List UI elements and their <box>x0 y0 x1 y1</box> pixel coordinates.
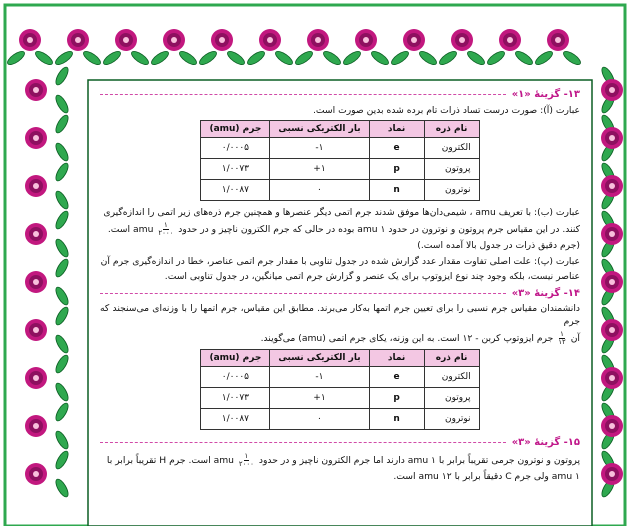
fraction: $\frac{۱}{۲۰۰۰}$ <box>238 451 254 468</box>
q14-paragraph-1: دانشمندان مقیاس جرم نسبی را برای تعیین جرم اتمها به‌کار می‌برند. مطابق این مقیاس، جرم اتمها را با وزنه‌ای می‌سنجند که جرم <box>100 303 580 327</box>
header-divider <box>100 442 506 443</box>
fraction: $\frac{۱}{۲۰۰۰}$ <box>158 221 174 238</box>
fraction: $\frac{۱}{۱۲}$ <box>558 330 566 347</box>
header-divider <box>100 94 506 95</box>
col-symbol: نماد <box>369 120 424 137</box>
question-14-header <box>100 287 580 301</box>
question-14-title: ۱۴- گزینهٔ «۳» <box>511 287 580 299</box>
question-15-header <box>100 436 580 450</box>
particles-table-2 <box>200 349 479 430</box>
table-row: پروتون p +۱ ۱/۰۰۷۳ <box>201 159 479 180</box>
question-13-title: ۱۳- گزینهٔ «۱» <box>511 89 580 100</box>
q13-paragraph-b1: عبارت (ب): با تعریف amu ، شیمی‌دان‌ها موفق شدند جرم اتمی دیگر عنصرها و همچنین جرم ذره‌های زیر اتمی را اندازه‌گیری <box>103 207 580 219</box>
col-name: نام ذره <box>424 120 479 137</box>
q15-paragraph-1: پروتون و نوترون جرمی تقریباً برابر با amu ۱ دارند اما جرم الکترون ناچیز و در حدود $\frac{۱}{۲۰۰۰}$ amu است. جرم H تقریباً برابر با <box>106 451 580 468</box>
header-divider <box>100 293 506 294</box>
q13-intro: عبارت (آ): صورت درست تساد ذرات تام برده شده بدین صورت است. <box>312 104 580 116</box>
question-13-header <box>100 88 580 102</box>
q15-paragraph-2: amu ۱ ولی جرم C دقیقاً برابر با amu ۱۲ است. <box>393 470 580 482</box>
table-row: الکترون e -۱ ۰/۰۰۰۵ <box>201 138 479 159</box>
col-charge: بار الکتریکی نسبی <box>270 120 369 137</box>
table-row: الکترون e -۱ ۰/۰۰۰۵ <box>201 367 479 388</box>
table-row: پروتون p +۱ ۱/۰۰۷۳ <box>201 388 479 409</box>
col-name: نام ذره <box>424 350 479 367</box>
question-15-title: ۱۵- گزینهٔ «۳» <box>511 437 580 449</box>
q13-paragraph-b3: (جرم دقیق ذرات در جدول بالا آمده است.) <box>417 240 580 252</box>
q14-paragraph-2: آن $\frac{۱}{۱۲}$ جرم ایزوتوپ کربن - ۱۲ است. به این وزنه، یکای جرم اتمی (amu) می‌گویند. <box>260 330 580 347</box>
q13-paragraph-p2: عناصر نیست، بلکه وجود چند نوع ایزوتوپ برای یک عنصر و گزارش جرم اتمی میانگین، در جدول تناوبی است. <box>164 271 580 283</box>
q13-paragraph-b2: کنند. در این مقیاس جرم پروتون و نوترون در حدود amu ۱ بوده در حالی که جرم الکترون ناچیز و در حدود $\frac{۱}{۲۰۰۰}$ amu است. <box>107 221 580 238</box>
col-mass: جرم (amu) <box>201 120 270 137</box>
table-row: نوترون n ۰ ۱/۰۰۸۷ <box>201 180 479 201</box>
q13-paragraph-p1: عبارت (پ): علت اصلی تفاوت مقدار عدد گزارش شده در جدول تناوبی با مقدار جرم اتمی عناصر، خطا در اندازه‌گیری جرم آن <box>100 255 580 267</box>
answer-sheet <box>100 86 580 526</box>
col-mass: جرم (amu) <box>201 350 270 367</box>
particles-table-1 <box>200 120 479 201</box>
col-charge: بار الکتریکی نسبی <box>270 350 369 367</box>
col-symbol: نماد <box>369 350 424 367</box>
table-row: نوترون n ۰ ۱/۰۰۸۷ <box>201 409 479 430</box>
